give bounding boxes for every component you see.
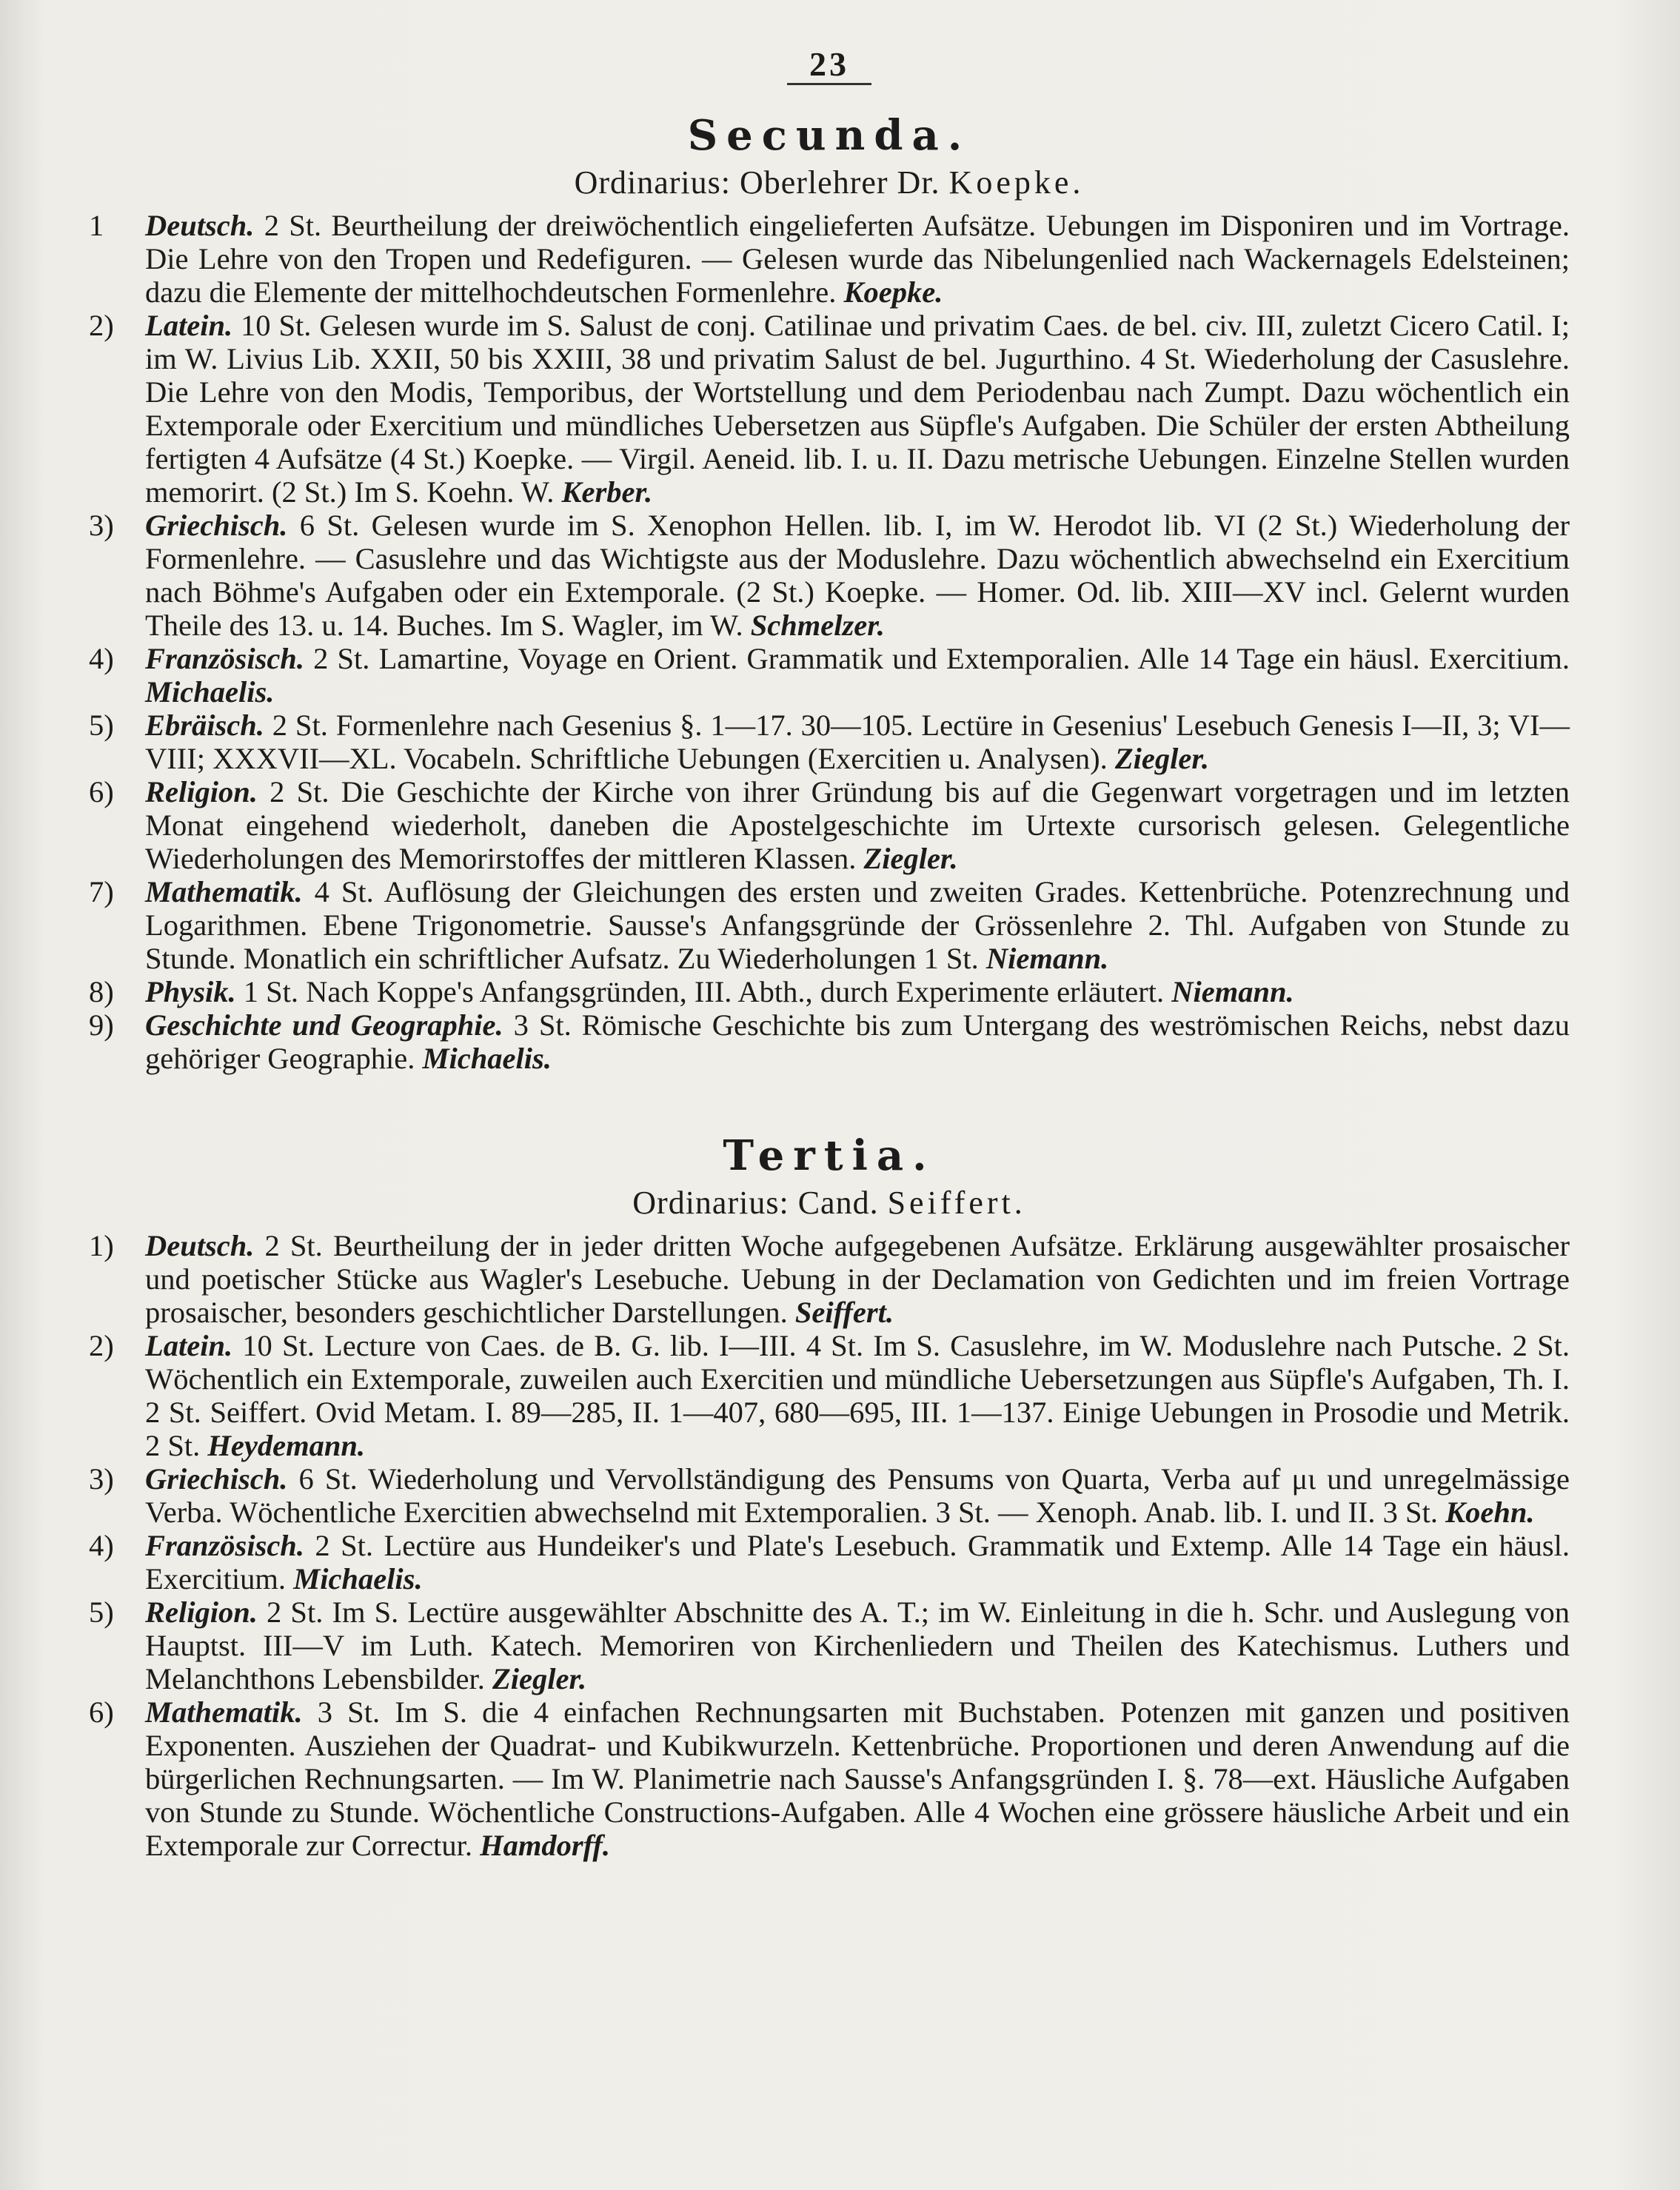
course-entry	[89, 1529, 1570, 1595]
teacher-name: Ziegler.	[492, 1662, 587, 1695]
course-entry	[89, 209, 1570, 309]
entry-number: 1)	[89, 1229, 114, 1262]
entry-number: 6)	[89, 775, 114, 808]
entry-body	[145, 1595, 1570, 1695]
teacher-name: Schmelzer.	[750, 609, 885, 642]
entry-number: 4)	[89, 642, 114, 675]
teacher-name: Michaelis.	[145, 675, 275, 709]
subject-name: Griechisch.	[145, 1462, 288, 1496]
entry-body	[145, 709, 1570, 775]
teacher-name: Michaelis.	[422, 1042, 552, 1075]
subject-name: Religion.	[145, 775, 258, 808]
subject-name: Latein.	[145, 1329, 233, 1362]
course-entry	[89, 642, 1570, 709]
entry-body	[145, 975, 1570, 1008]
subject-name: Mathematik.	[145, 1695, 303, 1729]
subject-name: Latein.	[145, 309, 233, 342]
course-entry	[89, 1229, 1570, 1329]
teacher-name: Niemann.	[1171, 975, 1294, 1008]
entry-text: 2 St. Die Geschichte der Kirche von ihrer Gründung bis auf die Gegenwart vorgetragen und im letzten Monat eingehend wiederholt, daneben die Apostelgeschichte im Urtexte cursorisch gelesen. Gelegentliche Wiederholungen des Memorirstoffes der mittleren Klassen.	[145, 775, 1570, 875]
entry-text: 3 St. Im S. die 4 einfachen Rechnungsarten mit Buchstaben. Potenzen mit ganzen und positiven Exponenten. Ausziehen der Quadrat- und Kubikwurzeln. Kettenbrüche. Proportionen und deren Anwendung auf die bürgerlichen Rechnungsarten. — Im W. Planimetrie nach Sausse's Anfangsgründen I. §. 78—ext. Häusliche Aufgaben von Stunde zu Stunde. Wöchentliche Constructions-Aufgaben. Alle 4 Wochen eine grössere häusliche Arbeit und ein Extemporale zur Correctur.	[145, 1695, 1570, 1862]
section-title-tertia: Tertia.	[723, 1131, 936, 1180]
subject-name: Physik.	[145, 975, 236, 1008]
entry-text: 10 St. Gelesen wurde im S. Salust de conj. Catilinae und privatim Caes. de bel. civ. III, zuletzt Cicero Catil. I; im W. Livius Lib. XXII, 50 bis XXIII, 38 und privatim Salust de bel. Jugurthino. 4 St. Wiederholung der Casuslehre. Die Lehre von den Modis, Temporibus, der Wortstellung und dem Periodenbau nach Zumpt. Dazu wöchentlich ein Extemporale oder Exercitium und mündliches Uebersetzen aus Süpfle's Aufgaben. Die Schüler der ersten Abtheilung fertigten 4 Aufsätze (4 St.) Koepke. — Virgil. Aeneid. lib. I. u. II. Dazu metrische Uebungen. Einzelne Stellen wurden memorirt. (2 St.) Im S. Koehn. W.	[145, 309, 1570, 509]
subject-name: Geschichte und Geographie.	[145, 1008, 503, 1042]
entry-body	[145, 209, 1570, 309]
entry-text: 6 St. Wiederholung und Vervollständigung des Pensums von Quarta, Verba auf μι und unregelmässige Verba. Wöchentliche Exercitien abwechselnd mit Extemporalien. 3 St. — Xenoph. Anab. lib. I. und II. 3 St.	[145, 1462, 1570, 1529]
teacher-name: Michaelis.	[293, 1562, 423, 1595]
ordinarius-label: Ordinarius: Oberlehrer Dr.	[574, 164, 940, 201]
subject-name: Mathematik.	[145, 875, 303, 908]
tertia-entries	[89, 1229, 1570, 1862]
subject-name: Französisch.	[145, 642, 304, 675]
course-entry	[89, 1595, 1570, 1695]
ordinarius-tertia	[89, 1182, 1570, 1225]
page-text	[89, 44, 1570, 1862]
entry-text: 2 St. Lectüre aus Hundeiker's und Plate's Lesebuch. Grammatik und Extemp. Alle 14 Tage ein häusl. Exercitium.	[145, 1529, 1570, 1595]
entry-number: 4)	[89, 1529, 114, 1562]
course-entry	[89, 775, 1570, 875]
entry-text: 6 St. Gelesen wurde im S. Xenophon Hellen. lib. I, im W. Herodot lib. VI (2 St.) Wiederholung der Formenlehre. — Casuslehre und das Wichtigste aus der Moduslehre. Dazu wöchentlich abwechselnd ein Exercitium nach Böhme's Aufgaben oder ein Extemporale. (2 St.) Koepke. — Homer. Od. lib. XIII—XV incl. Gelernt wurden Theile des 13. u. 14. Buches. Im S. Wagler, im W.	[145, 509, 1570, 642]
entry-body	[145, 1229, 1570, 1329]
entry-number: 5)	[89, 709, 114, 742]
subject-name: Ebräisch.	[145, 709, 264, 742]
teacher-name: Seiffert.	[794, 1296, 894, 1329]
course-entry	[89, 1462, 1570, 1529]
ordinarius-name: Seiffert.	[887, 1185, 1026, 1221]
subject-name: Französisch.	[145, 1529, 304, 1562]
entry-number: 9)	[89, 1008, 114, 1042]
subject-name: Deutsch.	[145, 1229, 255, 1262]
teacher-name: Kerber.	[561, 475, 653, 509]
page-number: 23	[89, 44, 1570, 89]
entry-number: 2)	[89, 1329, 114, 1362]
entry-text: 2 St. Beurtheilung der in jeder dritten Woche aufgegebenen Aufsätze. Erklärung ausgewählter prosaischer und poetischer Stücke aus Wagler's Lesebuche. Uebung in der Declamation von Gedichten und im freien Vortrage prosaischer, besonders geschichtlicher Darstellungen.	[145, 1229, 1570, 1329]
subject-name: Griechisch.	[145, 509, 288, 542]
teacher-name: Heydemann.	[207, 1429, 366, 1462]
entry-number: 2)	[89, 309, 114, 342]
ordinarius-secunda	[89, 161, 1570, 204]
entry-number: 6)	[89, 1695, 114, 1729]
course-entry	[89, 309, 1570, 509]
entry-text: 2 St. Formenlehre nach Gesenius §. 1—17. 30—105. Lectüre in Gesenius' Lesebuch Genesis I—II, 3; VI—VIII; XXXVII—XL. Vocabeln. Schriftliche Uebungen (Exercitien u. Analysen).	[145, 709, 1570, 775]
course-entry	[89, 509, 1570, 642]
teacher-name: Niemann.	[985, 942, 1109, 975]
entry-number: 7)	[89, 875, 114, 908]
entry-number: 3)	[89, 1462, 114, 1496]
ordinarius-name: Koepke.	[948, 164, 1085, 201]
course-entry	[89, 875, 1570, 975]
teacher-name: Hamdorff.	[480, 1829, 610, 1862]
entry-text: 3 St. Römische Geschichte bis zum Untergang des weströmischen Reichs, nebst dazu gehöriger Geographie.	[145, 1008, 1570, 1075]
entry-number: 1	[89, 209, 104, 242]
entry-body	[145, 642, 1570, 709]
teacher-name: Ziegler.	[1114, 742, 1209, 775]
entry-text: 2 St. Beurtheilung der dreiwöchentlich eingelieferten Aufsätze. Uebungen im Disponiren und im Vortrage. Die Lehre von den Tropen und Redefiguren. — Gelesen wurde das Nibelungenlied nach Wackernagels Edelsteinen; dazu die Elemente der mittelhochdeutschen Formenlehre.	[145, 209, 1570, 309]
entry-text: 1 St. Nach Koppe's Anfangsgründen, III. Abth., durch Experimente erläutert.	[235, 975, 1172, 1008]
entry-number: 3)	[89, 509, 114, 542]
entry-body	[145, 309, 1570, 509]
entry-body	[145, 1695, 1570, 1862]
entry-body	[145, 509, 1570, 642]
secunda-entries	[89, 209, 1570, 1075]
course-entry	[89, 975, 1570, 1008]
entry-body	[145, 1329, 1570, 1462]
entry-text: 2 St. Lamartine, Voyage en Orient. Grammatik und Extemporalien. Alle 14 Tage ein häusl. Exercitium.	[304, 642, 1570, 675]
entry-text: 2 St. Im S. Lectüre ausgewählter Abschnitte des A. T.; im W. Einleitung in die h. Schr. und Auslegung von Hauptst. III—V im Luth. Katech. Memoriren von Kirchenliedern und Theilen des Katechismus. Luthers und Melanchthons Lebensbilder.	[145, 1595, 1570, 1695]
entry-body	[145, 1462, 1570, 1529]
ordinarius-label: Ordinarius: Cand.	[632, 1185, 879, 1221]
entry-body	[145, 775, 1570, 875]
entry-body	[145, 1008, 1570, 1075]
course-entry	[89, 1329, 1570, 1462]
entry-body	[145, 875, 1570, 975]
entry-text: 10 St. Lecture von Caes. de B. G. lib. I—III. 4 St. Im S. Casuslehre, im W. Moduslehre nach Putsche. 2 St. Wöchentlich ein Extemporale, zuweilen auch Exercitien und mündliche Uebersetzungen aus Süpfle's Aufgaben, Th. I. 2 St. Seiffert. Ovid Metam. I. 89—285, II. 1—407, 680—695, III. 1—137. Einige Uebungen in Prosodie und Metrik. 2 St.	[145, 1329, 1570, 1462]
subject-name: Deutsch.	[145, 209, 255, 242]
entry-body	[145, 1529, 1570, 1595]
course-entry	[89, 1695, 1570, 1862]
course-entry	[89, 1008, 1570, 1075]
entry-number: 8)	[89, 975, 114, 1008]
teacher-name: Koehn.	[1445, 1496, 1535, 1529]
course-entry	[89, 709, 1570, 775]
entry-number: 5)	[89, 1595, 114, 1629]
entry-text: 4 St. Auflösung der Gleichungen des ersten und zweiten Grades. Kettenbrüche. Potenzrechnung und Logarithmen. Ebene Trigonometrie. Sausse's Anfangsgründe der Grössenlehre 2. Thl. Aufgaben von Stunde zu Stunde. Monatlich ein schriftlicher Aufsatz. Zu Wiederholungen 1 St.	[145, 875, 1570, 975]
teacher-name: Ziegler.	[863, 842, 958, 875]
teacher-name: Koepke.	[843, 275, 943, 309]
section-title-secunda: Secunda.	[687, 111, 971, 160]
subject-name: Religion.	[145, 1595, 258, 1629]
